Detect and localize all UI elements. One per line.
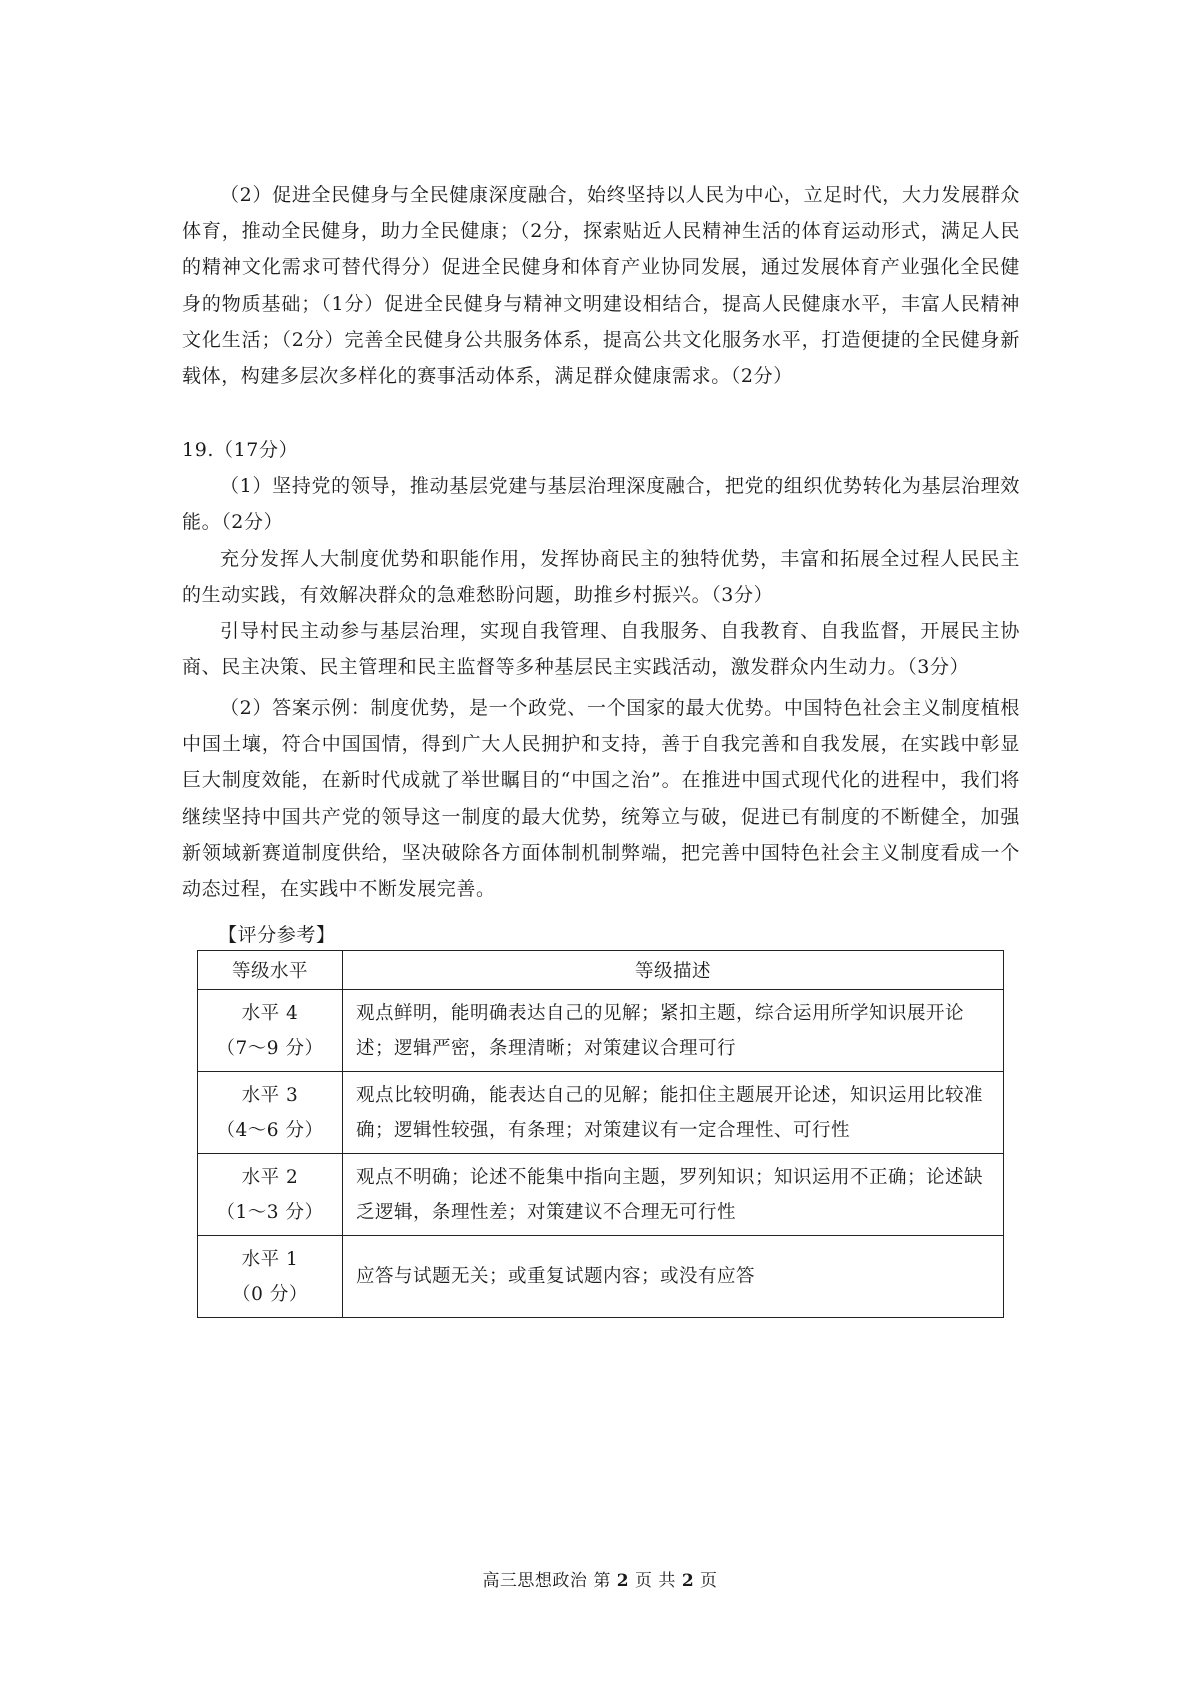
level-name: 水平 1 (241, 1248, 299, 1270)
table-row (198, 990, 1004, 1072)
level-description: 观点鲜明，能明确表达自己的见解；紧扣主题，综合运用所学知识展开论述；逻辑严密，条理清晰；对策建议合理可行 (343, 990, 1004, 1072)
footer-total-pages: 2 (681, 1571, 695, 1591)
level-score: （0 分） (232, 1283, 308, 1305)
level-score: （1～3 分） (216, 1201, 324, 1223)
header-level: 等级水平 (198, 951, 343, 990)
footer-middle: 页 共 (629, 1571, 682, 1591)
question-19-block (182, 432, 1020, 685)
scoring-label: 【评分参考】 (218, 924, 336, 946)
table-row (198, 1072, 1004, 1154)
level-cell (198, 1154, 343, 1236)
footer-suffix: 页 (694, 1571, 718, 1591)
level-score: （7～9 分） (216, 1037, 324, 1059)
level-cell (198, 1236, 343, 1318)
scoring-table (197, 950, 1004, 1318)
answer-part1-paragraph-2: 充分发挥人大制度优势和职能作用，发挥协商民主的独特优势，丰富和拓展全过程人民民主的生动实践，有效解决群众的急难愁盼问题，助推乡村振兴。（3分） (182, 547, 1020, 606)
header-description: 等级描述 (343, 951, 1004, 990)
answer-part1-paragraph-3: 引导村民主动参与基层治理，实现自我管理、自我服务、自我教育、自我监督，开展民主协商、民主决策、民主管理和民主监督等多种基层民主实践活动，激发群众内生动力。（3分） (182, 620, 1020, 679)
answer-paragraph: （2）促进全民健身与全民健康深度融合，始终坚持以人民为中心，立足时代，大力发展群众体育，推动全民健身，助力全民健康；（2分，探索贴近人民精神生活的体育运动形式，满足人民的精神文化需求可替代得分）促进全民健身和体育产业协同发展，通过发展体育产业强化全民健身的物质基础；（1分）促进全民健身与精神文明建设相结合，提高人民健康水平，丰富人民精神文化生活；（2分）完善全民健身公共服务体系，提高公共文化服务水平，打造便捷的全民健身新载体，构建多层次多样化的赛事活动体系，满足群众健康需求。（2分） (182, 184, 1020, 388)
level-name: 水平 4 (241, 1002, 299, 1024)
answer-part2-block (182, 690, 1020, 907)
level-score: （4～6 分） (216, 1119, 324, 1141)
footer-page-number: 2 (616, 1571, 630, 1591)
table-row (198, 1154, 1004, 1236)
question-heading: 19.（17分） (182, 439, 299, 461)
answer-part1-paragraph: （1）坚持党的领导，推动基层党建与基层治理深度融合，把党的组织优势转化为基层治理效能。（2分） (182, 475, 1020, 534)
level-description: 应答与试题无关；或重复试题内容；或没有应答 (343, 1236, 1004, 1318)
level-description: 观点不明确；论述不能集中指向主题，罗列知识；知识运用不正确；论述缺乏逻辑，条理性差；对策建议不合理无可行性 (343, 1154, 1004, 1236)
footer-prefix: 高三思想政治 第 (482, 1571, 617, 1591)
table-row (198, 1236, 1004, 1318)
level-cell (198, 990, 343, 1072)
level-name: 水平 2 (241, 1166, 299, 1188)
page-footer (0, 1566, 1200, 1591)
level-name: 水平 3 (241, 1084, 299, 1106)
answer-block-prev (182, 177, 1020, 394)
answer-part2-paragraph: （2）答案示例：制度优势，是一个政党、一个国家的最大优势。中国特色社会主义制度植根中国土壤，符合中国国情，得到广大人民拥护和支持，善于自我完善和自我发展，在实践中彰显巨大制度效能，在新时代成就了举世瞩目的“中国之治”。在推进中国式现代化的进程中，我们将继续坚持中国共产党的领导这一制度的最大优势，统筹立与破，促进已有制度的不断健全，加强新领域新赛道制度供给，坚决破除各方面体制机制弊端，把完善中国特色社会主义制度看成一个动态过程，在实践中不断发展完善。 (182, 697, 1020, 901)
level-cell (198, 1072, 343, 1154)
table-header-row (198, 951, 1004, 990)
level-description: 观点比较明确，能表达自己的见解；能扣住主题展开论述，知识运用比较准确；逻辑性较强，有条理；对策建议有一定合理性、可行性 (343, 1072, 1004, 1154)
